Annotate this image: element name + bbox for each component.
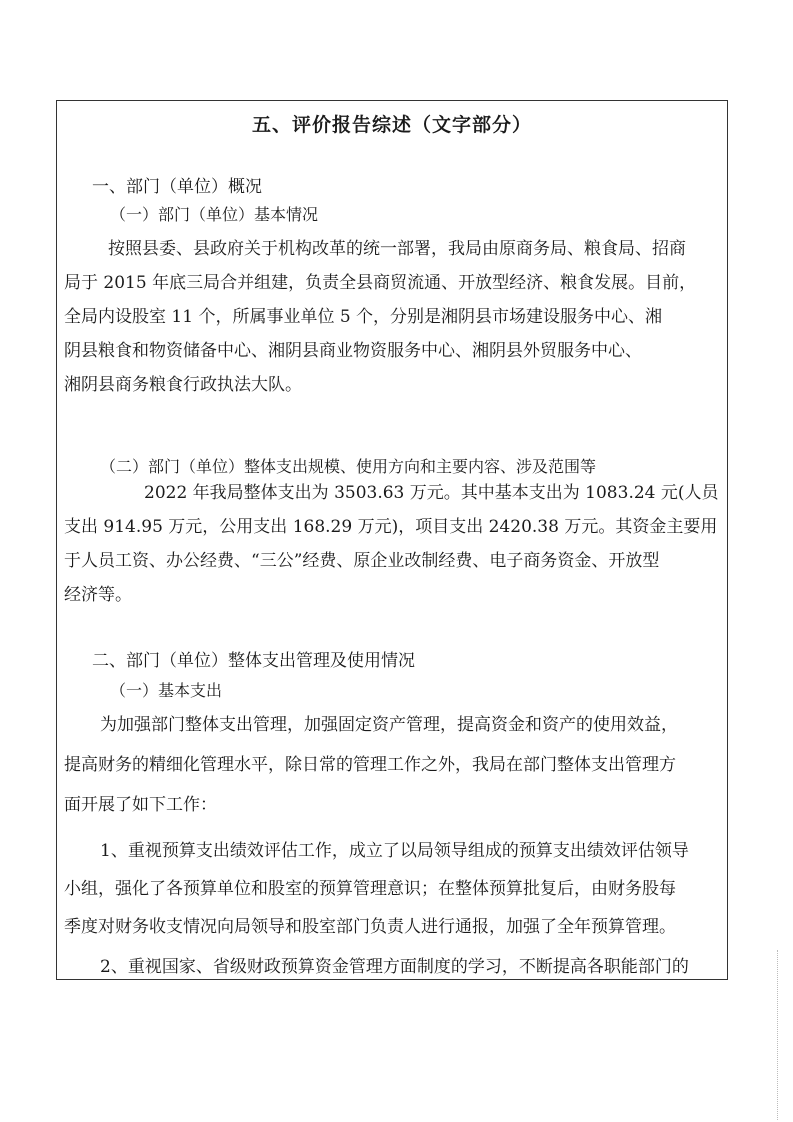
paragraph-line: 局于 2015 年底三局合并组建，负责全县商贸流通、开放型经济、粮食发展。目前， — [64, 273, 697, 293]
paragraph-line: 阴县粮食和物资储备中心、湘阴县商业物资服务中心、湘阴县外贸服务中心、 — [64, 341, 642, 361]
page-title: 五、评价报告综述（文字部分） — [251, 114, 532, 136]
paragraph-line: 面开展了如下工作： — [64, 795, 217, 815]
section-2-item-2 — [64, 956, 689, 994]
paragraph-line: 全局内设股室 11 个，所属事业单位 5 个，分别是湘阴县市场建设服务中心、湘 — [64, 307, 663, 327]
paragraph-line: 2022 年我局整体支出为 3503.63 万元。其中基本支出为 1083.24 元(人员 — [144, 483, 719, 503]
paragraph-line: 支出 914.95 万元，公用支出 168.29 万元)，项目支出 2420.38 万元。其资金主要用 — [64, 517, 718, 537]
paragraph-line: 提高财务的精细化管理水平，除日常的管理工作之外，我局在部门整体支出管理方 — [64, 755, 676, 775]
section-1-sub-2-paragraph — [64, 482, 719, 618]
section-1-sub-1-paragraph — [64, 238, 696, 408]
paragraph-line: 湘阴县商务粮食行政执法大队。 — [64, 375, 302, 395]
paragraph-line: 季度对财务收支情况向局领导和股室部门负责人进行通报，加强了全年预算管理。 — [64, 917, 676, 937]
paragraph-line: 2、重视国家、省级财政预算资金管理方面制度的学习，不断提高各职能部门的 — [100, 957, 689, 977]
paragraph-line: 小组，强化了各预算单位和股室的预算管理意识；在整体预算批复后，由财务股每 — [64, 879, 676, 899]
section-2-sub-1-intro — [64, 714, 678, 834]
section-1-sub-1-heading: （一）部门（单位）基本情况 — [110, 205, 319, 224]
section-1-sub-2-heading: （二）部门（单位）整体支出规模、使用方向和主要内容、涉及范围等 — [100, 457, 597, 476]
paragraph-line: 经济等。 — [64, 585, 132, 605]
paragraph-line: 为加强部门整体支出管理，加强固定资产管理，提高资金和资产的使用效益， — [100, 715, 678, 735]
section-2-heading: 二、部门（单位）整体支出管理及使用情况 — [92, 651, 415, 671]
section-2-item-1 — [64, 840, 689, 954]
paragraph-line: 按照县委、县政府关于机构改革的统一部署，我局由原商务局、粮食局、招商 — [108, 239, 686, 259]
paragraph-line: 于人员工资、办公经费、“三公”经费、原企业改制经费、电子商务资金、开放型 — [64, 551, 660, 571]
section-1-heading: 一、部门（单位）概况 — [92, 177, 262, 197]
section-2-sub-1-heading: （一）基本支出 — [110, 681, 223, 700]
scan-edge-mark — [777, 950, 779, 1120]
paragraph-line: 1、重视预算支出绩效评估工作，成立了以局领导组成的预算支出绩效评估领导 — [100, 841, 689, 861]
